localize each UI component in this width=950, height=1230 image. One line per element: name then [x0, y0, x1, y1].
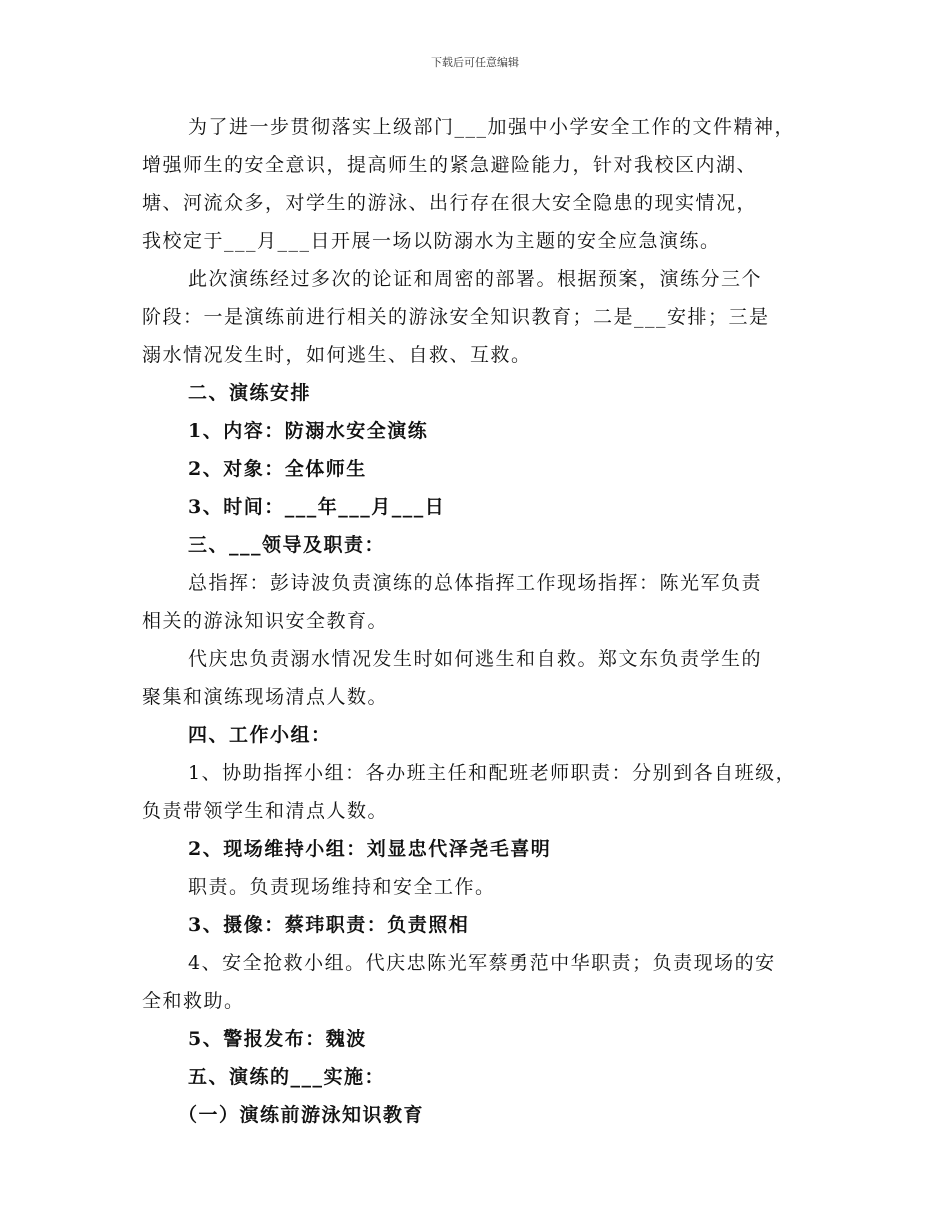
paragraph-line: 1、协助指挥小组：各办班主任和配班老师职责：分别到各自班级，	[188, 762, 797, 784]
paragraph-line: 聚集和演练现场清点人数。	[142, 686, 389, 708]
list-item: 3、时间：___年___月___日	[188, 496, 446, 518]
paragraph-line: 相关的游泳知识安全教育。	[142, 610, 389, 632]
paragraph-line: 阶段：一是演练前进行相关的游泳安全知识教育；二是___安排；三是	[142, 306, 770, 328]
paragraph-line: 4、安全抢救小组。代庆忠陈光军蔡勇范中华职责；负责现场的安	[188, 952, 776, 974]
paragraph-line: 职责。负责现场维持和安全工作。	[188, 876, 496, 898]
paragraph-line: 负责带领学生和清点人数。	[142, 800, 389, 822]
paragraph-line: 总指挥：彭诗波负责演练的总体指挥工作现场指挥：陈光军负责	[188, 572, 763, 594]
paragraph-line: 全和救助。	[142, 990, 245, 1012]
list-item: 2、现场维持小组：刘显忠代泽尧毛喜明	[188, 838, 552, 860]
list-item: 5、警报发布：魏波	[188, 1028, 367, 1050]
section-heading: 五、演练的___实施：	[188, 1066, 386, 1088]
paragraph-line: 塘、河流众多，对学生的游泳、出行存在很大安全隐患的现实情况，	[142, 192, 758, 214]
paragraph-line: 此次演练经过多次的论证和周密的部署。根据预案，演练分三个	[188, 268, 763, 290]
section-heading: 四、工作小组：	[188, 724, 332, 746]
list-item: 2、对象：全体师生	[188, 458, 367, 480]
section-heading: 二、演练安排	[188, 382, 312, 404]
paragraph-line: 增强师生的安全意识，提高师生的紧急避险能力，针对我校区内湖、	[142, 154, 758, 176]
paragraph-line: 我校定于___月___日开展一场以防溺水为主题的安全应急演练。	[142, 230, 721, 252]
page-header: 下载后可任意编辑	[431, 56, 519, 69]
list-item: 3、摄像：蔡玮职责：负责照相	[188, 914, 470, 936]
paragraph-line: 代庆忠负责溺水情况发生时如何逃生和自救。郑文东负责学生的	[188, 648, 763, 670]
subsection-heading: （一）演练前游泳知识教育	[178, 1104, 425, 1126]
paragraph-line: 溺水情况发生时，如何逃生、自救、互救。	[142, 344, 532, 366]
paragraph-line: 为了进一步贯彻落实上级部门___加强中小学安全工作的文件精神，	[188, 116, 796, 138]
list-item: 1、内容：防溺水安全演练	[188, 420, 429, 442]
document-body	[142, 108, 822, 1134]
section-heading: 三、___领导及职责：	[188, 534, 386, 556]
